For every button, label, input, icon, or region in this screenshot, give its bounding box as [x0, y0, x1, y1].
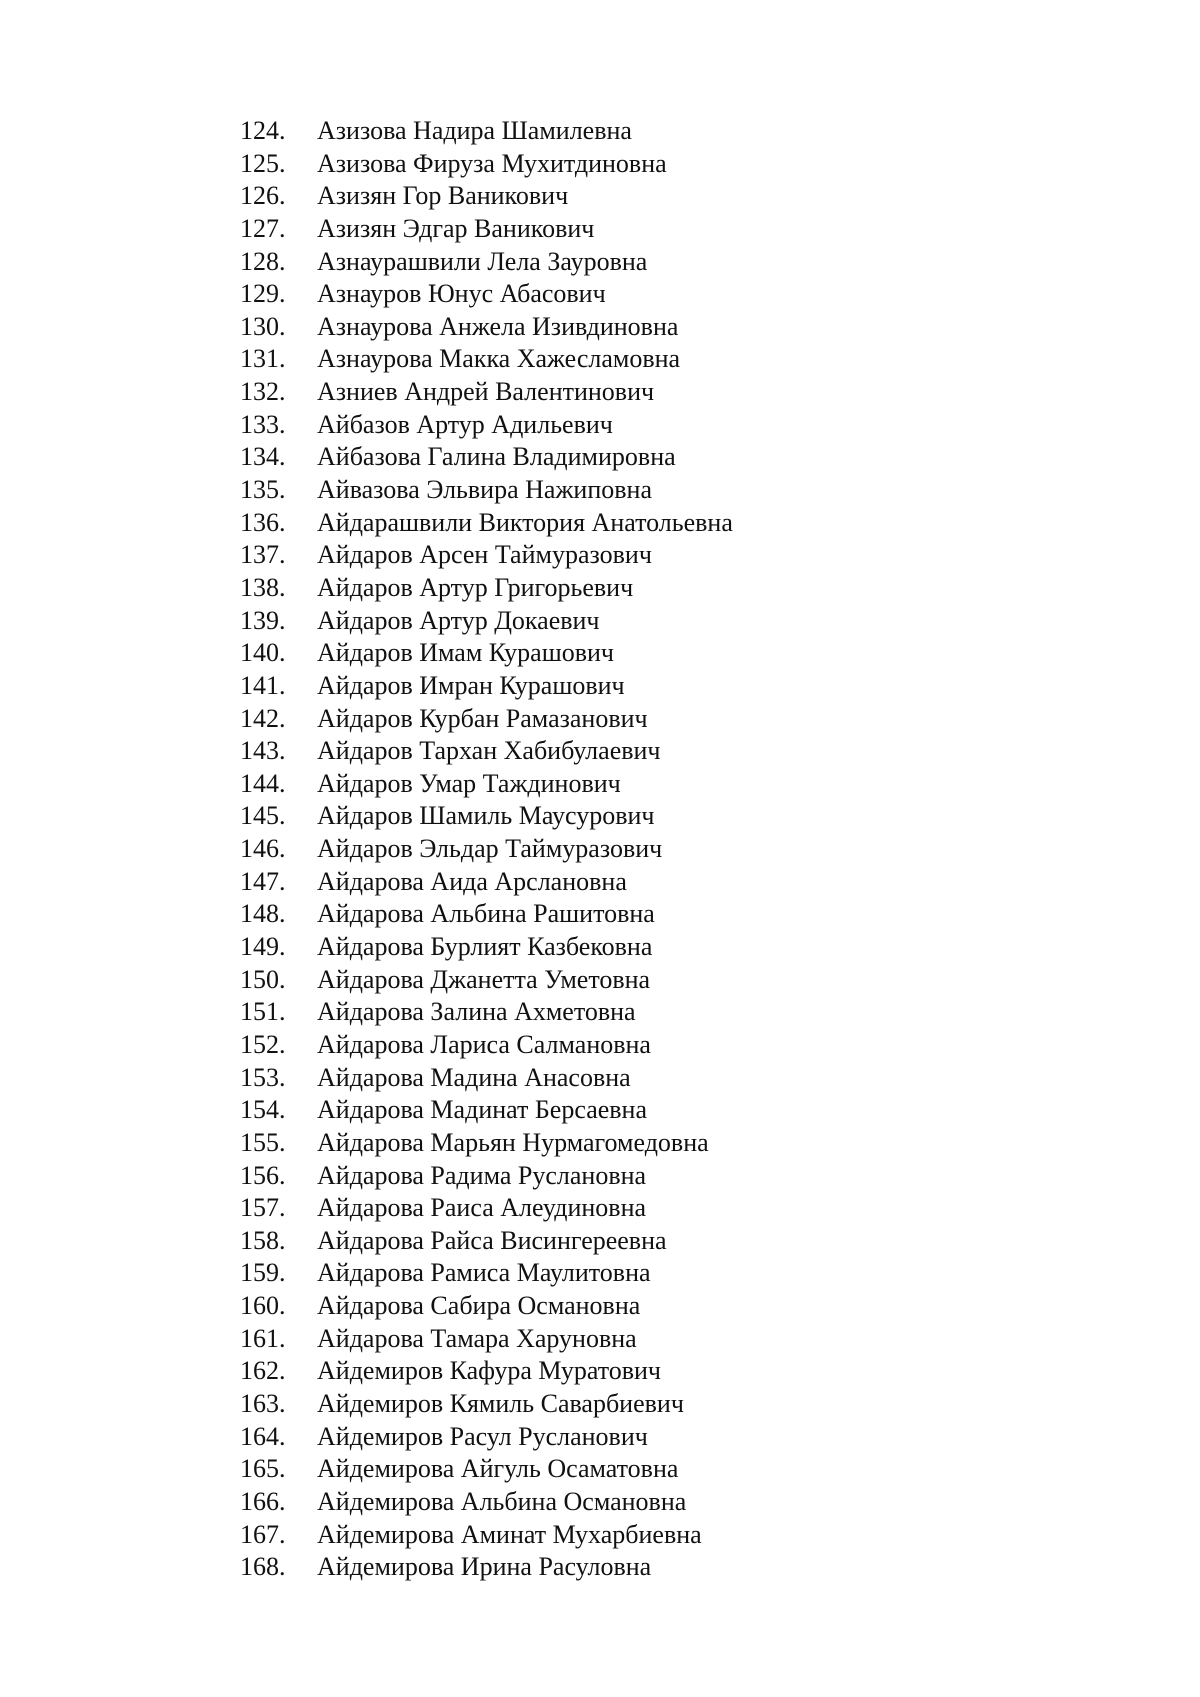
- entry-number: 168.: [240, 1552, 286, 1582]
- list-item: [240, 1551, 733, 1584]
- entry-number: 156.: [240, 1160, 286, 1190]
- entry-number: 133.: [240, 409, 286, 439]
- entry-name: Айдаров Эльдар Таймуразович: [317, 834, 663, 864]
- entry-number: 128.: [240, 246, 286, 276]
- entry-name: Айдарова Райса Висингереевна: [317, 1225, 667, 1255]
- entry-name: Айбазов Артур Адильевич: [317, 409, 613, 439]
- list-item: [240, 1323, 733, 1356]
- list-item: [240, 539, 733, 572]
- entry-name: Айдаров Курбан Рамазанович: [317, 703, 648, 733]
- entry-name: Айдарова Аида Арслановна: [317, 866, 627, 896]
- list-item: [240, 833, 733, 866]
- entry-number: 150.: [240, 964, 286, 994]
- list-item: [240, 768, 733, 801]
- entry-number: 161.: [240, 1323, 286, 1353]
- entry-number: 131.: [240, 344, 286, 374]
- entry-name: Айдемирова Альбина Османовна: [317, 1486, 687, 1516]
- list-item: [240, 735, 733, 768]
- list-item: [240, 376, 733, 409]
- entry-number: 154.: [240, 1095, 286, 1125]
- list-item: [240, 572, 733, 605]
- entry-name: Айдарова Радима Руслановна: [317, 1160, 647, 1190]
- list-item: [240, 866, 733, 899]
- entry-number: 151.: [240, 997, 286, 1027]
- entry-name: Азнаурова Макка Хажесламовна: [317, 344, 681, 374]
- entry-number: 130.: [240, 311, 286, 341]
- entry-number: 136.: [240, 507, 286, 537]
- list-item: [240, 996, 733, 1029]
- list-item: [240, 1355, 733, 1388]
- entry-name: Айдарова Мадинат Берсаевна: [317, 1095, 648, 1125]
- list-item: [240, 637, 733, 670]
- list-item: [240, 931, 733, 964]
- entry-name: Азнауров Юнус Абасович: [317, 279, 606, 309]
- list-item: [240, 474, 733, 507]
- entry-name: Айдарова Тамара Харуновна: [317, 1323, 637, 1353]
- list-item: [240, 115, 733, 148]
- entry-number: 147.: [240, 866, 286, 896]
- entry-number: 126.: [240, 181, 286, 211]
- entry-number: 127.: [240, 213, 286, 243]
- entry-number: 165.: [240, 1454, 286, 1484]
- entry-name: Айдарова Раиса Алеудиновна: [317, 1193, 647, 1223]
- entry-number: 166.: [240, 1486, 286, 1516]
- entry-name: Айдаров Артур Докаевич: [317, 605, 600, 635]
- list-item: [240, 1486, 733, 1519]
- entry-name: Айдаров Артур Григорьевич: [317, 572, 634, 602]
- entry-name: Айдаров Имам Курашович: [317, 638, 614, 668]
- entry-number: 155.: [240, 1127, 286, 1157]
- list-item: [240, 1421, 733, 1454]
- list-item: [240, 898, 733, 931]
- list-item: [240, 246, 733, 279]
- entry-name: Айдарова Марьян Нурмагомедовна: [317, 1127, 709, 1157]
- entry-name: Айдемиров Кямиль Саварбиевич: [317, 1388, 684, 1418]
- entry-name: Азизова Фируза Мухитдиновна: [317, 148, 667, 178]
- list-item: [240, 1062, 733, 1095]
- entry-number: 157.: [240, 1193, 286, 1223]
- list-item: [240, 1127, 733, 1160]
- entry-name: Айдарашвили Виктория Анатольевна: [317, 507, 733, 537]
- entry-name: Айдарова Альбина Рашитовна: [317, 899, 655, 929]
- entry-number: 124.: [240, 116, 286, 145]
- entry-number: 140.: [240, 638, 286, 668]
- entry-name: Айдарова Бурлият Казбековна: [317, 932, 653, 962]
- entry-name: Айдаров Умар Таждинович: [317, 768, 621, 798]
- list-item: [240, 800, 733, 833]
- entry-number: 158.: [240, 1225, 286, 1255]
- entry-name: Айдемирова Айгуль Осаматовна: [317, 1454, 679, 1484]
- entry-name: Айбазова Галина Владимировна: [317, 442, 676, 472]
- entry-number: 149.: [240, 932, 286, 962]
- entry-number: 138.: [240, 572, 286, 602]
- entry-name: Айдаров Шамиль Маусурович: [317, 801, 655, 831]
- entry-name: Айдарова Джанетта Уметовна: [317, 964, 651, 994]
- entry-number: 148.: [240, 899, 286, 929]
- entry-name: Айдемиров Расул Русланович: [317, 1421, 648, 1451]
- entry-number: 167.: [240, 1519, 286, 1549]
- entry-name: Айдарова Залина Ахметовна: [317, 997, 636, 1027]
- list-item: [240, 213, 733, 246]
- entry-number: 153.: [240, 1062, 286, 1092]
- list-item: [240, 670, 733, 703]
- list-item: [240, 1094, 733, 1127]
- list-item: [240, 1192, 733, 1225]
- list-item: [240, 1290, 733, 1323]
- entry-name: Айдаров Тархан Хабибулаевич: [317, 736, 661, 766]
- entry-name: Азизян Эдгар Ваникович: [317, 213, 595, 243]
- list-item: [240, 409, 733, 442]
- list-item: [240, 278, 733, 311]
- entry-number: 163.: [240, 1388, 286, 1418]
- entry-name: Айдарова Сабира Османовна: [317, 1291, 641, 1321]
- list-item: [240, 1388, 733, 1421]
- entry-number: 152.: [240, 1029, 286, 1059]
- entry-name: Айдемирова Аминат Мухарбиевна: [317, 1519, 702, 1549]
- entry-number: 137.: [240, 540, 286, 570]
- entry-number: 160.: [240, 1291, 286, 1321]
- entry-number: 162.: [240, 1356, 286, 1386]
- name-list: [240, 115, 733, 1584]
- entry-number: 129.: [240, 279, 286, 309]
- entry-number: 125.: [240, 148, 286, 178]
- list-item: [240, 343, 733, 376]
- entry-number: 146.: [240, 834, 286, 864]
- list-item: [240, 1029, 733, 1062]
- entry-number: 142.: [240, 703, 286, 733]
- entry-number: 159.: [240, 1258, 286, 1288]
- entry-name: Айдемирова Ирина Расуловна: [317, 1552, 652, 1582]
- list-item: [240, 180, 733, 213]
- list-item: [240, 1225, 733, 1258]
- entry-name: Айдаров Арсен Таймуразович: [317, 540, 652, 570]
- entry-name: Айдарова Лариса Салмановна: [317, 1029, 651, 1059]
- entry-name: Азниев Андрей Валентинович: [317, 377, 655, 407]
- list-item: [240, 507, 733, 540]
- list-item: [240, 148, 733, 181]
- entry-number: 134.: [240, 442, 286, 472]
- list-item: [240, 1453, 733, 1486]
- entry-name: Айдаров Имран Курашович: [317, 670, 625, 700]
- entry-name: Айдарова Рамиса Маулитовна: [317, 1258, 651, 1288]
- list-item: [240, 703, 733, 736]
- entry-name: Айдарова Мадина Анасовна: [317, 1062, 631, 1092]
- list-item: [240, 1257, 733, 1290]
- entry-number: 144.: [240, 768, 286, 798]
- entry-name: Азизян Гор Ваникович: [317, 181, 569, 211]
- entry-name: Айвазова Эльвира Нажиповна: [317, 475, 652, 505]
- entry-name: Азнаурашвили Лела Зауровна: [317, 246, 648, 276]
- entry-name: Азнаурова Анжела Изивдиновна: [317, 311, 679, 341]
- entry-name: Айдемиров Кафура Муратович: [317, 1356, 662, 1386]
- entry-number: 143.: [240, 736, 286, 766]
- entry-number: 132.: [240, 377, 286, 407]
- list-item: [240, 1160, 733, 1193]
- entry-number: 135.: [240, 475, 286, 505]
- list-item: [240, 441, 733, 474]
- entry-number: 141.: [240, 670, 286, 700]
- entry-name: Азизова Надира Шамилевна: [317, 116, 632, 145]
- entry-number: 145.: [240, 801, 286, 831]
- entry-number: 139.: [240, 605, 286, 635]
- entry-number: 164.: [240, 1421, 286, 1451]
- list-item: [240, 311, 733, 344]
- list-item: [240, 964, 733, 997]
- list-item: [240, 605, 733, 638]
- list-item: [240, 1519, 733, 1552]
